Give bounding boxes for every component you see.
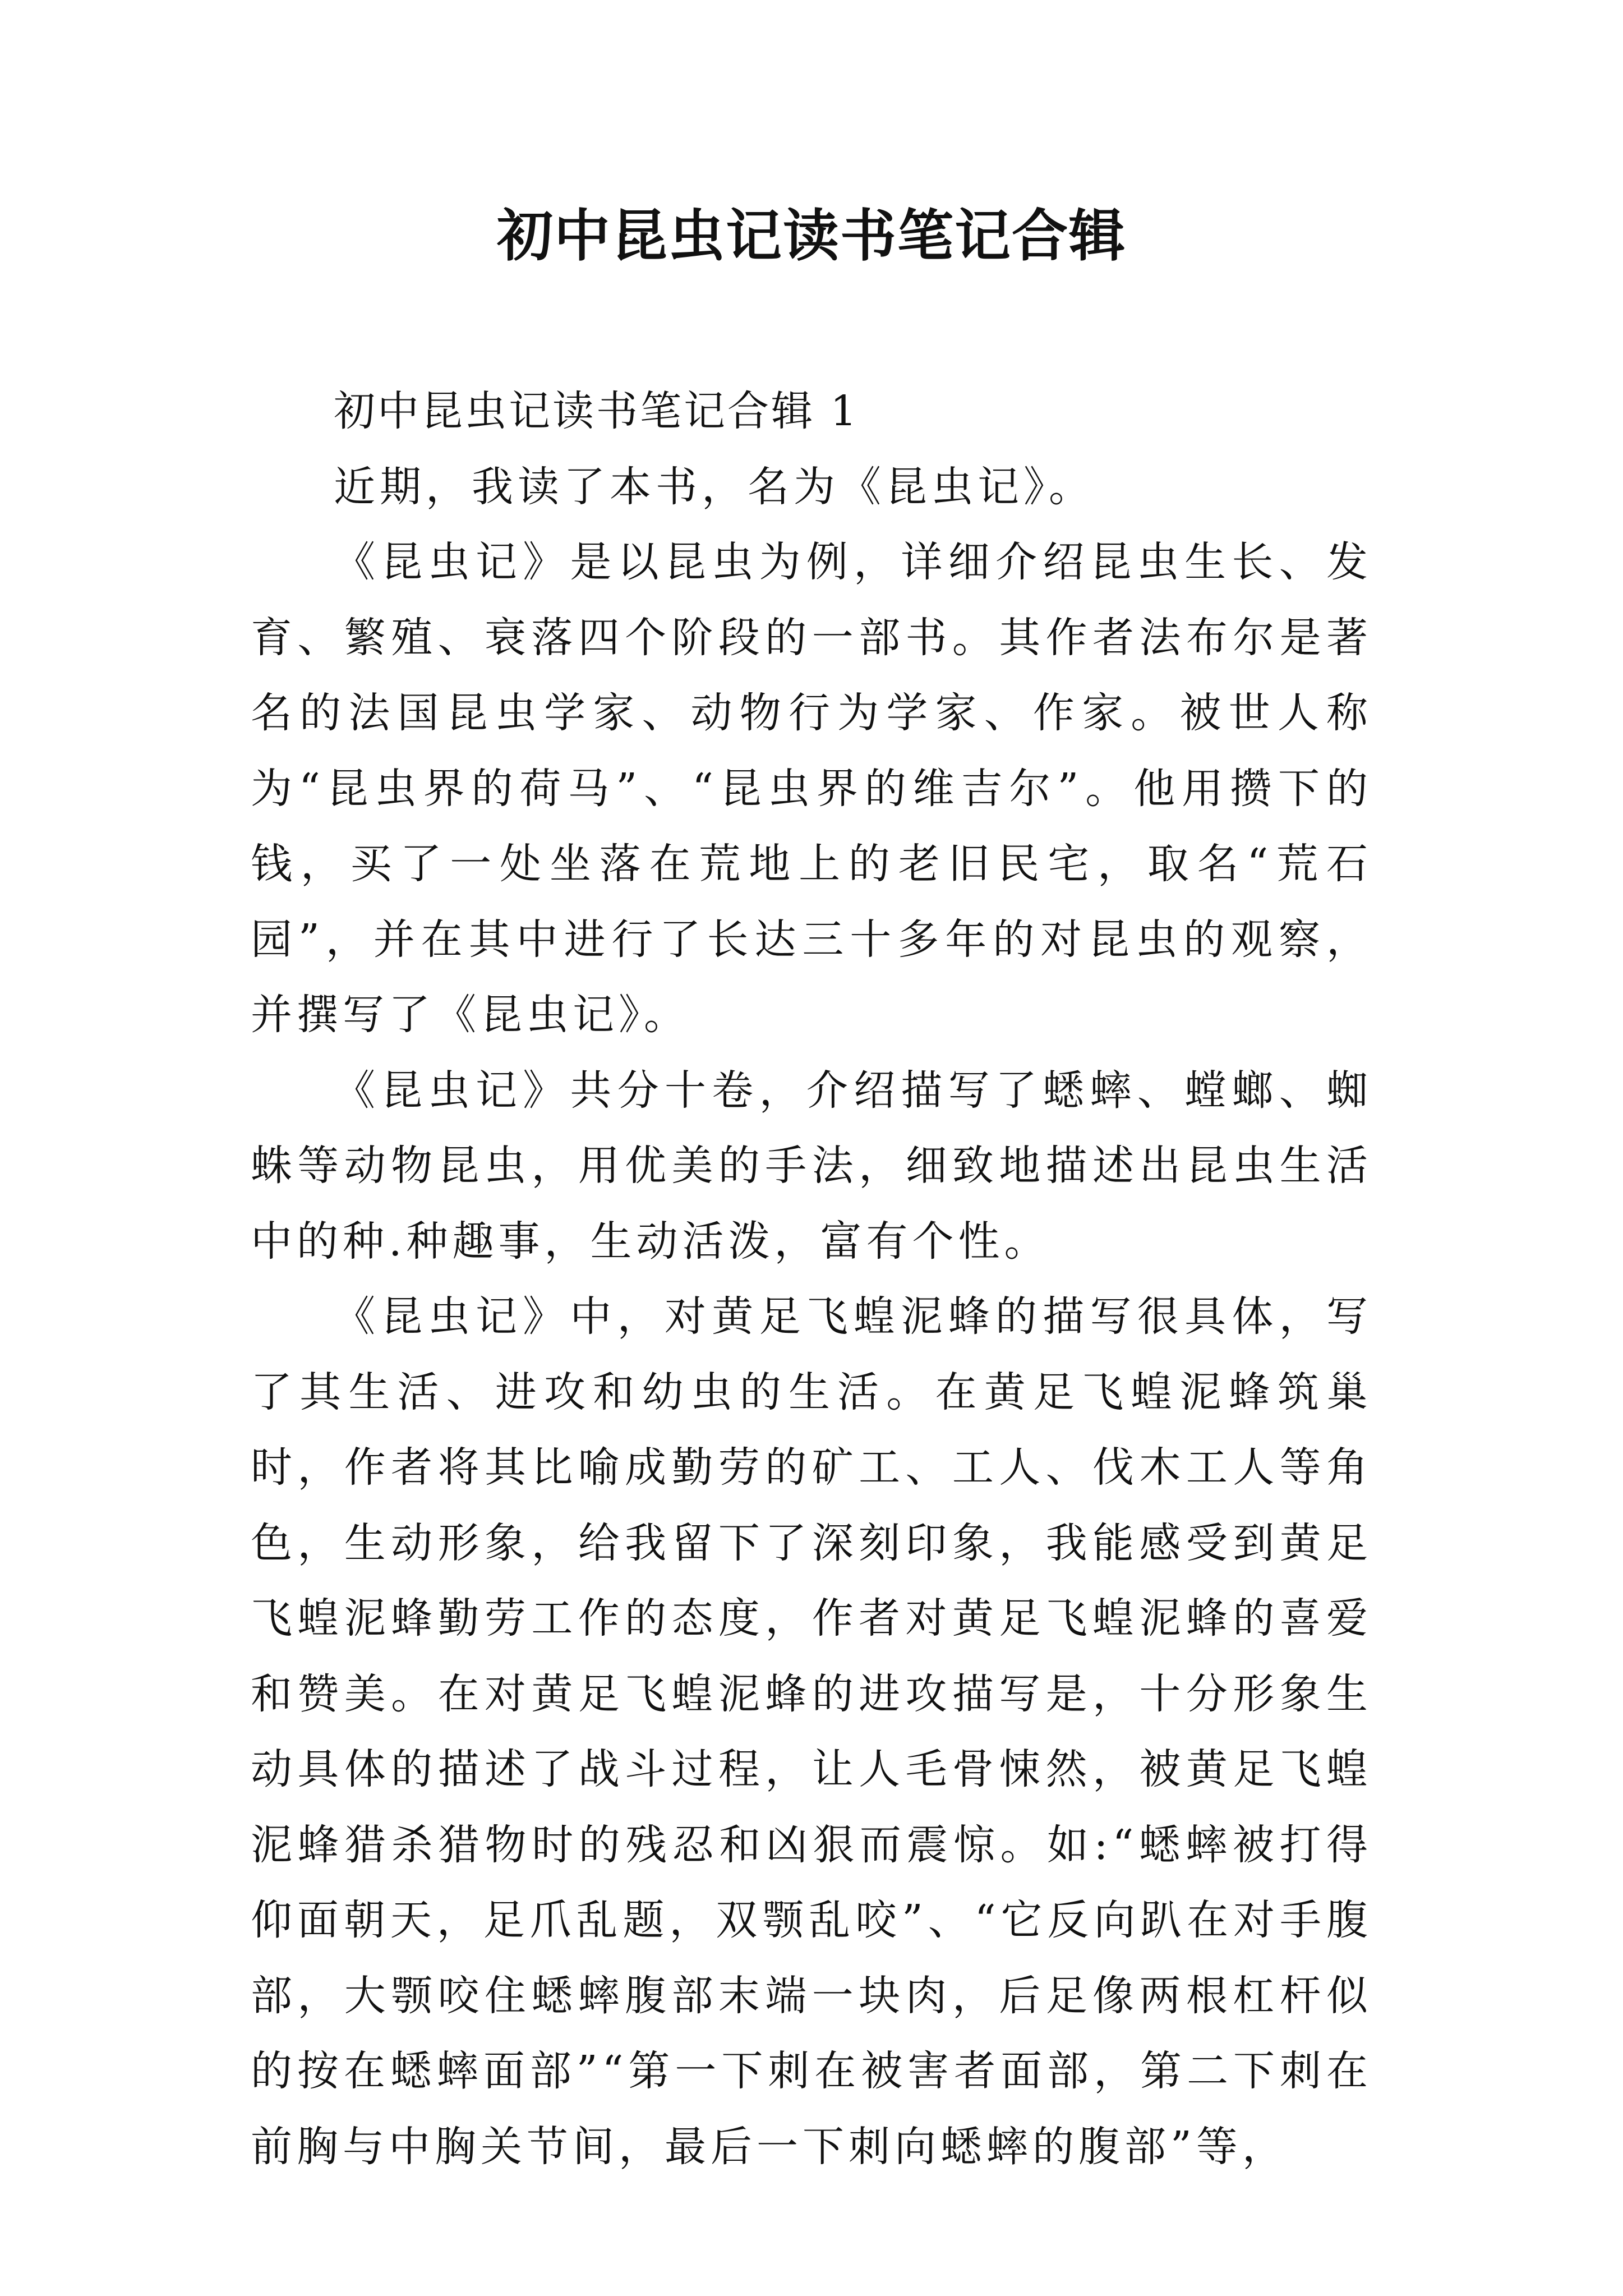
document-title: 初中昆虫记读书笔记合辑 [497, 203, 1126, 269]
paragraph: 近期，我读了本书，名为《昆虫记》。 [334, 462, 1095, 511]
section-heading: 初中昆虫记读书笔记合辑 1 [334, 387, 859, 435]
paragraph: 《昆虫记》共分十卷，介绍描写了蟋蟀、螳螂、蜘蛛等动物昆虫，用优美的手法，细致地描述出昆虫生活中的种.种趣事，生动活泼，富有个性。 [251, 1066, 1372, 1266]
paragraph: 《昆虫记》中，对黄足飞蝗泥蜂的描写很具体，写了其生活、进攻和幼虫的生活。在黄足飞蝗泥蜂筑巢时，作者将其比喻成勤劳的矿工、工人、伐木工人等角色，生动形象，给我留下了深刻印象，我能感受到黄足飞蝗泥蜂勤劳工作的态度，作者对黄足飞蝗泥蜂的喜爱和赞美。在对黄足飞蝗泥蜂的进攻描写是，十分形象生动具体的描述了战斗过程，让人毛骨悚然，被黄足飞蝗泥蜂猎杀猎物时的残忍和凶狠而震惊。如:“蟋蟀被打得仰面朝天，足爪乱题，双颚乱咬”、“它反向趴在对手腹部，大颚咬住蟋蟀腹部末端一块肉，后足像两根杠杆似的按在蟋蟀面部”“第一下刺在被害者面部，第二下刺在前胸与中胸关节间，最后一下刺向蟋蟀的腹部”等， [251, 1292, 1372, 2171]
paragraph: 《昆虫记》是以昆虫为例，详细介绍昆虫生长、发育、繁殖、衰落四个阶段的一部书。其作者法布尔是著名的法国昆虫学家、动物行为学家、作家。被世人称为“昆虫界的荷马”、“昆虫界的维吉尔”。他用攒下的钱，买了一处坐落在荒地上的老旧民宅，取名“荒石园”，并在其中进行了长达三十多年的对昆虫的观察，并撰写了《昆虫记》。 [251, 538, 1372, 1039]
document-body [251, 374, 1372, 2184]
